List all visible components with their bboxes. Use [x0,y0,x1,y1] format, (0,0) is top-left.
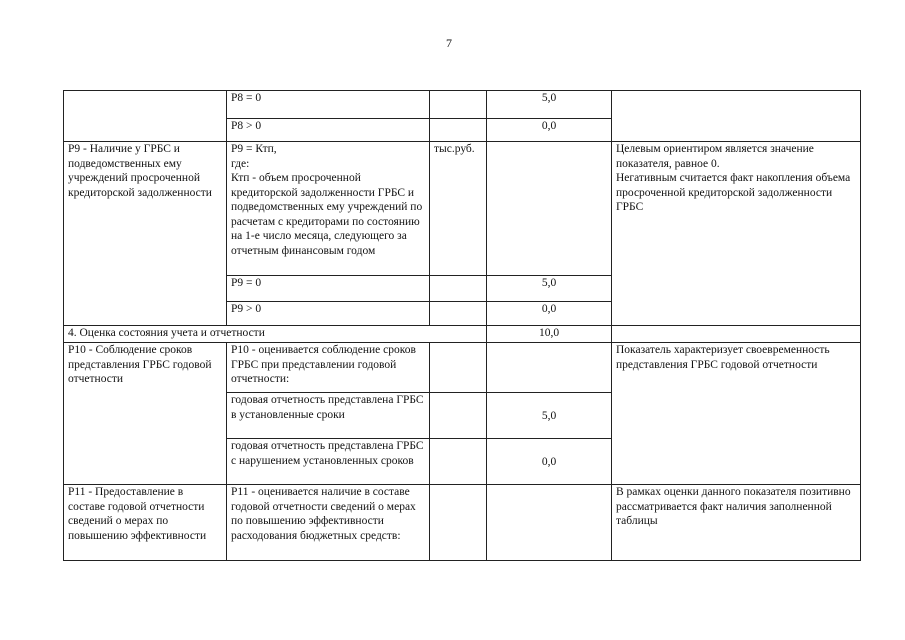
value-cell: 5,0 [487,91,612,119]
indicator-name-cell: P11 - Предоставление в составе годовой отчетности сведений о мерах по повышению эффективности [64,485,227,561]
value-cell [487,142,612,276]
unit-cell [430,276,487,302]
unit-cell [430,302,487,326]
comment-cell: В рамках оценки данного показателя позитивно рассматривается факт наличия заполненной таблицы [612,485,861,561]
section-value: 10,0 [487,326,612,343]
unit-cell [430,119,487,142]
comment-cell: Показатель характеризует своевременность представления ГРБС годовой отчетности [612,343,861,485]
value-cell: 5,0 [487,393,612,439]
table-row [64,91,861,119]
table-row [64,485,861,561]
comment-cell: Целевым ориентиром является значение показателя, равное 0. Негативным считается факт накопления объема просроченной кредиторской задолженности ГРБС [612,142,861,326]
unit-cell [430,91,487,119]
comment-cell-empty [612,91,861,142]
indicator-name-cell: P10 - Соблюдение сроков представления ГРБС годовой отчетности [64,343,227,485]
value-cell: 0,0 [487,119,612,142]
indicator-table [63,90,861,561]
formula-cell: P9 = 0 [227,276,430,302]
value-cell: 5,0 [487,276,612,302]
section-header-row [64,326,861,343]
unit-cell [430,393,487,439]
unit-cell [430,439,487,485]
table-row [64,142,861,276]
indicator-name-cell: P9 - Наличие у ГРБС и подведомственных ему учреждений просроченной кредиторской задолженности [64,142,227,326]
formula-cell: P11 - оценивается наличие в составе годовой отчетности сведений о мерах по повышению эффективности расходования бюджетных средств: [227,485,430,561]
value-cell: 0,0 [487,439,612,485]
page-number: 7 [446,36,452,50]
value-cell: 0,0 [487,302,612,326]
table-row [64,343,861,393]
formula-cell: годовая отчетность представлена ГРБС в установленные сроки [227,393,430,439]
value-cell [487,485,612,561]
formula-cell: P9 = Ктп, где: Ктп - объем просроченной кредиторской задолженности ГРБС и подведомственных ему учреждений по расчетам с кредиторами по состоянию на 1-е число месяца, следующего за отчетным финансовым годом [227,142,430,276]
unit-cell: тыс.руб. [430,142,487,276]
formula-cell: годовая отчетность представлена ГРБС с нарушением установленных сроков [227,439,430,485]
unit-cell [430,343,487,393]
value-cell [487,343,612,393]
section-title: 4. Оценка состояния учета и отчетности [64,326,487,343]
formula-cell: P10 - оценивается соблюдение сроков ГРБС при представлении годовой отчетности: [227,343,430,393]
formula-cell: P9 > 0 [227,302,430,326]
formula-cell: P8 > 0 [227,119,430,142]
formula-cell: P8 = 0 [227,91,430,119]
unit-cell [430,485,487,561]
name-cell-empty [64,91,227,142]
comment-cell-empty [612,326,861,343]
